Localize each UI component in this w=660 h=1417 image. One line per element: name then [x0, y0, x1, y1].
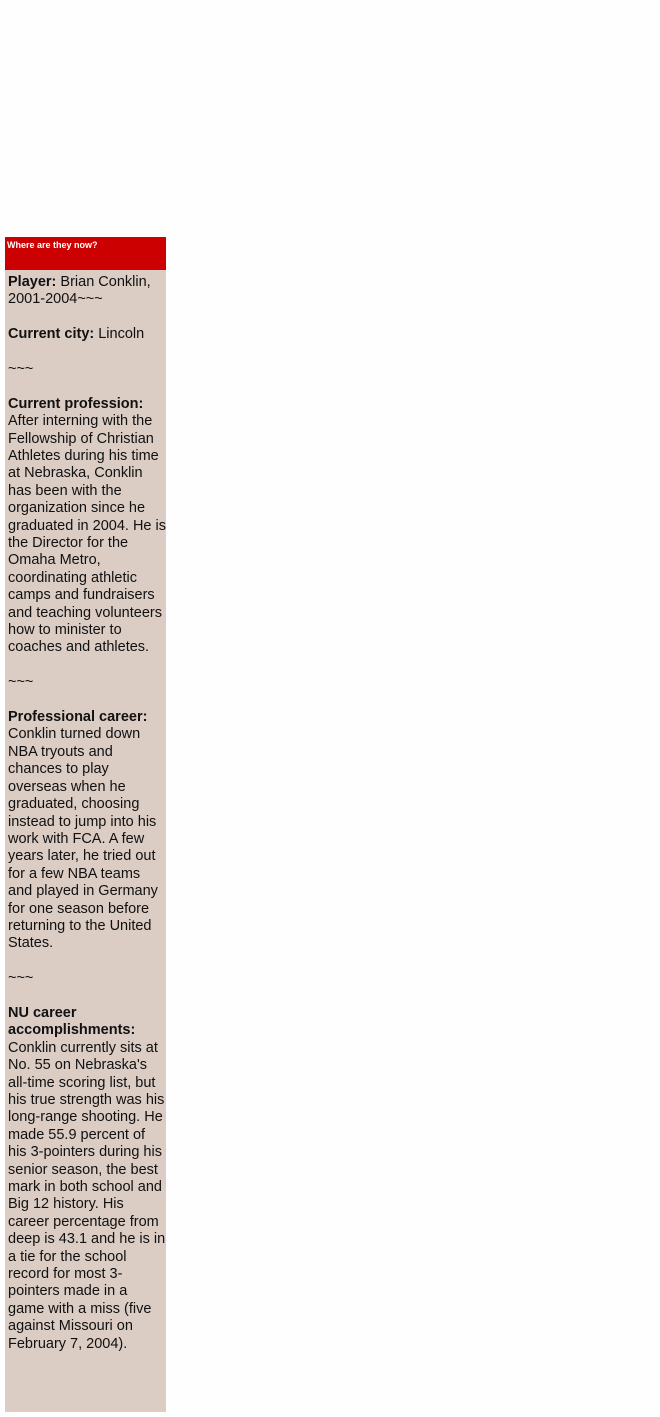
player-entry: [8, 274, 166, 309]
where-are-they-now-panel: [5, 237, 166, 1412]
pro-career-text: Conklin turned down NBA tryouts and chances to play overseas when he graduated, choosing instead to jump into his work with FCA. A few years later, he tried out for a few NBA teams and played in Germany for one season before returning to the United States.: [8, 726, 158, 952]
city-label: Current city:: [8, 326, 95, 343]
separator: ~~~: [8, 674, 34, 691]
player-value: Brian Conklin, 2001-2004~~~: [8, 274, 151, 308]
panel-body: [5, 270, 166, 1353]
player-label: Player:: [8, 274, 57, 290]
panel-title: Where are they now?: [5, 237, 166, 270]
nu-career-text: Conklin currently sits at No. 55 on Nebraska's all-time scoring list, but his true strength was his long-range shooting. He made 55.9 percent of his 3-pointers during his senior season, the best mark in both school and Big 12 history. His career percentage from deep is 43.1 and he is in a tie for the school record for most 3-pointers made in a game with a miss (five against Missouri on February 7, 2004).: [8, 1039, 166, 1352]
pro-career-label: Professional career:: [8, 709, 148, 726]
profession-text: After interning with the Fellowship of Christian Athletes during his time at Nebraska, Conklin has been with the organization since he graduated in 2004. He is the Director for the Omaha Metro, coordinating athletic camps and fundraisers and teaching volunteers how to minister to coaches and athletes.: [8, 413, 166, 656]
city-entry: [8, 326, 166, 343]
city-value: Lincoln: [94, 326, 145, 343]
separator: ~~~: [8, 361, 34, 377]
pro-career-entry: [8, 709, 166, 953]
nu-career-entry: [8, 1005, 166, 1353]
separator: ~~~: [8, 970, 34, 987]
profession-entry: [8, 396, 166, 657]
profession-label: Current profession:: [8, 395, 144, 412]
nu-career-label: NU career accomplishments:: [8, 1004, 136, 1039]
